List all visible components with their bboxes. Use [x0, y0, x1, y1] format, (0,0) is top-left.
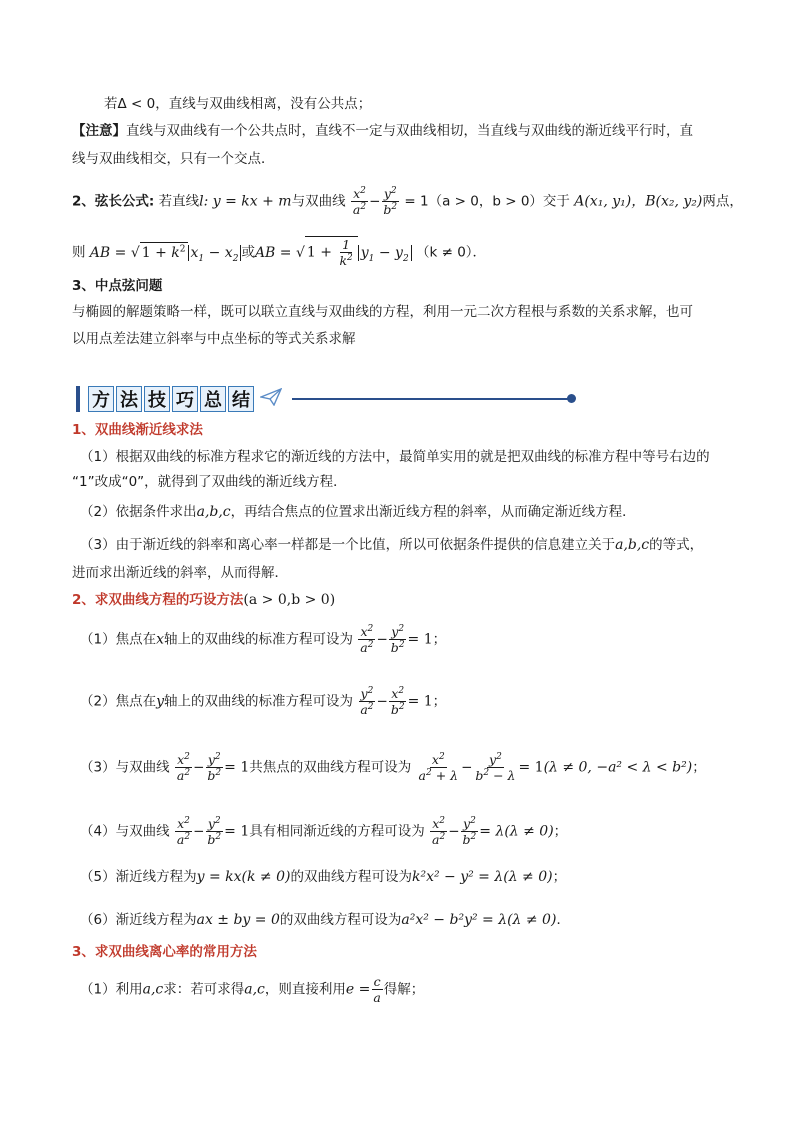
sec1-p1b: “1”改成“0”，就得到了双曲线的渐近线方程．: [72, 474, 347, 490]
sec2-item-3: （3）与双曲线 $\frac{x^2}{a^2}$ − $\frac{y^2}{b^2}$ = 1共焦点的双曲线方程可设为 $\frac{x^2}{a^2 + \lambda}$ − $\frac{y^2}{b^2 - \lambda}$ = 1(λ ≠ 0, −a² < λ < b²)；: [80, 751, 706, 783]
chord-length-formula-line: 2、弦长公式: 若直线l: y = kx + m与双曲线 $\frac{x^2}{a^2}$ − $\frac{y^2}{b^2}$ = 1（a > 0，b > 0）交于 A(x₁, y₁)，B(x₂, y₂)两点，: [72, 185, 743, 217]
banner-char-5: 总: [200, 386, 226, 412]
sec2-item-4: （4）与双曲线 $\frac{x^2}{a^2}$ − $\frac{y^2}{b^2}$ = 1具有相同渐近线的方程可设为 $\frac{x^2}{a^2}$ − $\frac{y^2}{b^2}$ = λ(λ ≠ 0)；: [80, 815, 568, 847]
banner-rule: [292, 398, 570, 400]
formula-ab-x: AB = √ $1 + k^2$ $x_1 - x_2$: [90, 245, 242, 261]
sec1-p1a: （1）根据双曲线的标准方程求它的渐近线的方法中，最简单实用的就是把双曲线的标准方程中等号右边的: [80, 449, 710, 465]
sec2-item-2: （2）焦点在y轴上的双曲线的标准方程可设为 $\frac{y^2}{a^2}$ − $\frac{x^2}{b^2}$ = 1；: [80, 685, 447, 717]
sec1-title: 1、双曲线渐近线求法: [72, 422, 203, 438]
sec3-title: 3、求双曲线离心率的常用方法: [72, 944, 257, 960]
note-line-1: 【注意】直线与双曲线有一个公共点时，直线不一定与双曲线相切，当直线与双曲线的渐近线平行时，直: [72, 123, 693, 139]
midpoint-text-1: 与椭圆的解题策略一样，既可以联立直线与双曲线的方程，利用一元二次方程根与系数的关系求解，也可: [72, 304, 693, 320]
section-3-title: 3、中点弦问题: [72, 278, 163, 294]
banner-char-3: 技: [144, 386, 170, 412]
x2-over-a2: $\frac{x^2}{a^2}$: [352, 185, 367, 217]
banner-char-1: 方: [88, 386, 114, 412]
banner-rule-dot: [567, 394, 576, 403]
sec2-title-line: 2、求双曲线方程的巧设方法(a > 0,b > 0): [72, 592, 336, 608]
banner-char-4: 巧: [172, 386, 198, 412]
sec1-p3a: （3）由于渐近线的斜率和离心率一样都是一个比值，所以可依据条件提供的信息建立关于a,b,c的等式，: [80, 537, 704, 553]
sec1-p3c: 进而求出渐近线的斜率，从而得解．: [72, 565, 288, 581]
midpoint-text-2: 以用点差法建立斜率与中点坐标的等式关系求解: [72, 331, 356, 347]
section-2-title: 2、弦长公式:: [72, 193, 155, 210]
methods-summary-banner: [76, 386, 282, 412]
sec2-item-1: （1）焦点在x轴上的双曲线的标准方程可设为 $\frac{x^2}{a^2}$ − $\frac{y^2}{b^2}$ = 1；: [80, 623, 447, 655]
sec2-item-6: （6）渐近线方程为ax ± by = 0的双曲线方程可设为a²x² − b²y² = λ(λ ≠ 0)．: [80, 912, 570, 928]
sec1-p2: （2）依据条件求出a,b,c，再结合焦点的位置求出渐近线方程的斜率，从而确定渐近线方程．: [80, 504, 636, 520]
banner-char-2: 法: [116, 386, 142, 412]
paper-plane-icon: [260, 388, 282, 410]
chord-length-expressions: 则 AB = √ $1 + k^2$ $x_1 - x_2$ 或AB = √ 1 + $\frac{1}{k^2}$ $y_1 - y_2$ （k ≠ 0）．: [72, 237, 487, 268]
sec2-item-5: （5）渐近线方程为y = kx(k ≠ 0)的双曲线方程可设为k²x² − y² = λ(λ ≠ 0)；: [80, 869, 567, 885]
banner-char-6: 结: [228, 386, 254, 412]
sec2-title: 2、求双曲线方程的巧设方法: [72, 592, 244, 608]
case-no-intersection: 若Δ < 0，直线与双曲线相离，没有公共点；: [104, 96, 372, 112]
sec3-item-1: （1）利用a,c求：若可求得a,c，则直接利用e = $\frac{c}{a}$ 得解；: [80, 974, 425, 1005]
formula-ab-y: AB = √ 1 + $\frac{1}{k^2}$ $y_1 - y_2$: [255, 245, 412, 261]
note-tag: 【注意】: [72, 123, 126, 139]
note-line-2: 线与双曲线相交，只有一个交点．: [72, 151, 275, 167]
banner-accent-bar: [76, 386, 80, 412]
y2-over-b2: $\frac{y^2}{b^2}$: [383, 185, 398, 217]
